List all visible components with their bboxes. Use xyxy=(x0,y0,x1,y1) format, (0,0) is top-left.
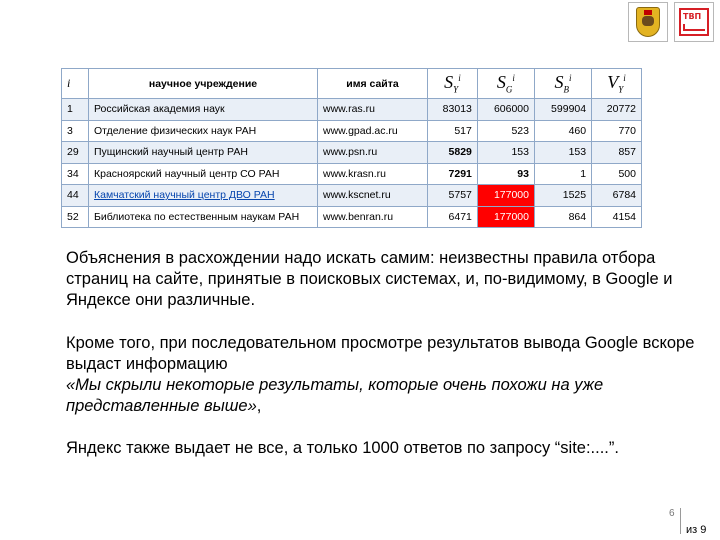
cell-site: www.ras.ru xyxy=(318,99,428,121)
google-intro: Кроме того, при последовательном просмотре результатов вывода Google вскоре выдаст информацию xyxy=(66,334,695,373)
cell-i: 52 xyxy=(62,206,89,228)
cell-i: 3 xyxy=(62,120,89,142)
table-header-row xyxy=(62,69,642,99)
table-row xyxy=(62,185,642,207)
header-sg: $S_G^i$ xyxy=(477,69,534,99)
cell-sy: 83013 xyxy=(428,99,478,121)
slide-total: из 9 xyxy=(686,524,707,536)
header-vy: $V_Y^i$ xyxy=(592,69,642,99)
cell-vy: 4154 xyxy=(592,206,642,228)
table-row xyxy=(62,120,642,142)
cell-sg-highlighted: 177000 xyxy=(477,185,534,207)
cell-sg: 606000 xyxy=(477,99,534,121)
cell-sg: 153 xyxy=(477,142,534,164)
cell-vy: 6784 xyxy=(592,185,642,207)
cell-institution: Российская академия наук xyxy=(89,99,318,121)
footer-divider xyxy=(680,508,681,534)
header-institution: научное учреждение xyxy=(89,69,318,99)
cell-sg-highlighted: 177000 xyxy=(477,206,534,228)
cell-sy: 5757 xyxy=(428,185,478,207)
cell-site: www.psn.ru xyxy=(318,142,428,164)
cell-vy: 20772 xyxy=(592,99,642,121)
paragraph-explanation: Объяснения в расхождении надо искать самим: неизвестны правила отбора страниц на сайте, принятые в поисковых системах, и, по-видимому, в Google и Яндексе они различные. xyxy=(66,249,673,309)
header-site: имя сайта xyxy=(318,69,428,99)
google-quote: «Мы скрыли некоторые результаты, которые очень похожи на уже представленные выше» xyxy=(66,376,604,415)
table-row xyxy=(62,99,642,121)
cell-i: 44 xyxy=(62,185,89,207)
cell-site: www.benran.ru xyxy=(318,206,428,228)
tvp-logo-icon: ТВП xyxy=(674,2,714,42)
header-sb: $S_B^i$ xyxy=(534,69,591,99)
cell-sb: 153 xyxy=(534,142,591,164)
paragraph-google: Кроме того, при последовательном просмотре результатов вывода Google вскоре выдаст информацию «Мы скрыли некоторые результаты, которые очень похожи на уже представленные выше», xyxy=(66,334,695,415)
cell-institution-link[interactable]: Камчатский научный центр ДВО РАН xyxy=(89,185,318,207)
cell-vy: 770 xyxy=(592,120,642,142)
table-row xyxy=(62,206,642,228)
cell-sy: 7291 xyxy=(428,163,478,185)
table-row xyxy=(62,142,642,164)
cell-institution: Красноярский научный центр СО РАН xyxy=(89,163,318,185)
cell-site: www.gpad.ac.ru xyxy=(318,120,428,142)
cell-sb: 599904 xyxy=(534,99,591,121)
table-row xyxy=(62,163,642,185)
cell-sb: 1525 xyxy=(534,185,591,207)
paragraph-yandex: Яндекс также выдает не все, а только 1000 ответов по запросу “site:....”. xyxy=(66,439,619,457)
header-sy: $S_Y^i$ xyxy=(428,69,478,99)
header-i: i xyxy=(62,69,89,99)
cell-institution: Библиотека по естественным наукам РАН xyxy=(89,206,318,228)
cell-institution: Отделение физических наук РАН xyxy=(89,120,318,142)
header-logos xyxy=(628,2,714,42)
cell-sb: 864 xyxy=(534,206,591,228)
cell-site: www.krasn.ru xyxy=(318,163,428,185)
cell-vy: 500 xyxy=(592,163,642,185)
cell-sy: 6471 xyxy=(428,206,478,228)
cell-site: www.kscnet.ru xyxy=(318,185,428,207)
cell-sy: 5829 xyxy=(428,142,478,164)
cell-sg: 93 xyxy=(477,163,534,185)
cell-sy: 517 xyxy=(428,120,478,142)
slide-number: 6 xyxy=(669,508,675,519)
cell-i: 29 xyxy=(62,142,89,164)
sites-comparison-table xyxy=(61,68,642,228)
cell-i: 34 xyxy=(62,163,89,185)
coat-of-arms-icon xyxy=(628,2,668,42)
cell-i: 1 xyxy=(62,99,89,121)
cell-sg: 523 xyxy=(477,120,534,142)
cell-institution: Пущинский научный центр РАН xyxy=(89,142,318,164)
cell-sb: 1 xyxy=(534,163,591,185)
cell-sb: 460 xyxy=(534,120,591,142)
cell-vy: 857 xyxy=(592,142,642,164)
